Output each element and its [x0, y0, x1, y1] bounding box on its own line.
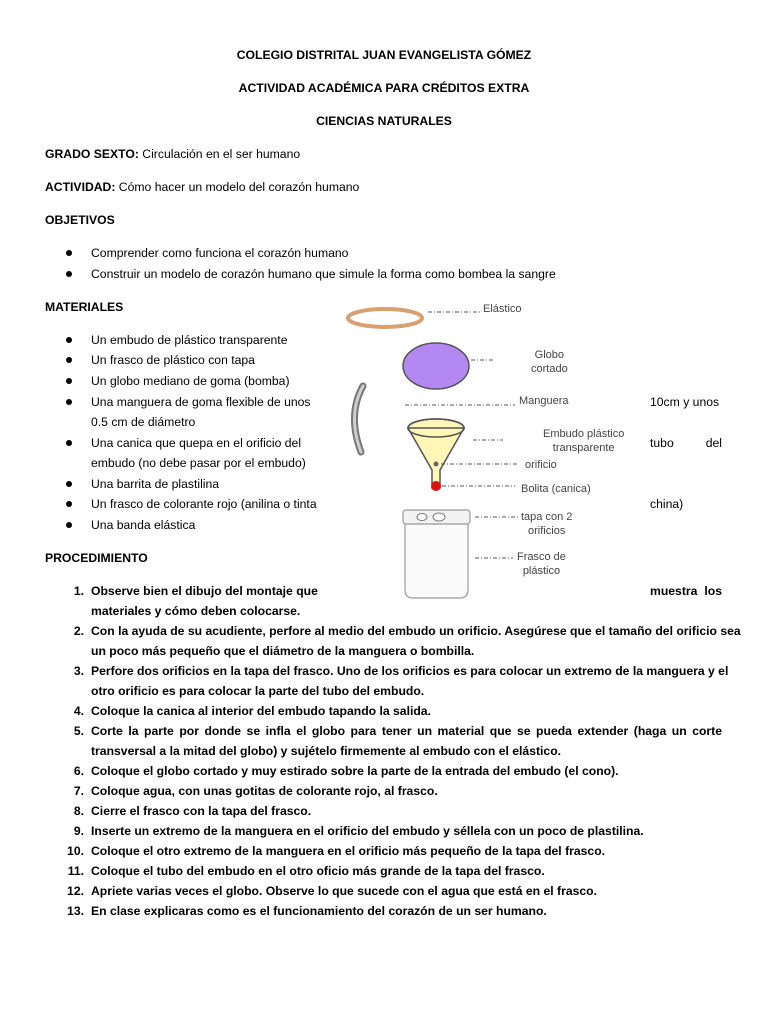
material-hose-part3: 0.5 cm de diámetro [91, 415, 196, 429]
step-number: 10. [67, 844, 84, 858]
label-balloon: Globo cortado [531, 349, 568, 375]
step-text-line: Perfore dos orificios en la tapa del frasco. Uno de los orificios es para colocar un extremo de la manguera y el [91, 664, 729, 678]
school-title: COLEGIO DISTRITAL JUAN EVANGELISTA GÓMEZ [236, 48, 532, 62]
label-ball: Bolita (canica) [521, 483, 591, 495]
material-item: Un frasco de plástico con tapa [91, 353, 255, 367]
material-item: Una barrita de plastilina [91, 477, 220, 491]
step-text-line: otro orificio es para colocar la parte del tubo del embudo. [91, 684, 425, 698]
bullet-icon [66, 522, 72, 528]
label-jar: Frasco de plástico [517, 551, 566, 577]
bullet-icon [66, 399, 72, 405]
step-number: 1. [73, 584, 84, 598]
step-number: 11. [67, 864, 84, 878]
bullet-icon [66, 357, 72, 363]
bullet-icon [66, 250, 72, 256]
materials-heading: MATERIALES [45, 300, 124, 314]
step-text-line: Con la ayuda de su acudiente, perfore al medio del embudo un orificio. Asegúrese que el tamaño del orificio sea [91, 624, 741, 638]
step-number: 8. [73, 804, 84, 818]
step-number: 2. [73, 624, 84, 638]
activity-label: ACTIVIDAD: [45, 180, 116, 194]
material-item: Un globo mediano de goma (bomba) [91, 374, 290, 388]
heart-model-diagram [335, 290, 635, 600]
bullet-icon [66, 271, 72, 277]
grade-line [45, 147, 300, 162]
material-dye-part2: china) [650, 497, 684, 511]
material-hose-part1: Una manguera de goma flexible de unos [91, 395, 311, 409]
objectives-heading: OBJETIVOS [45, 213, 115, 227]
subject-title: CIENCIAS NATURALES [316, 114, 452, 128]
step-text-line: Coloque agua, con unas gotitas de colorante rojo, al frasco. [91, 784, 438, 798]
label-hole: orificio [525, 459, 557, 471]
step-1-part1: Observe bien el dibujo del montaje que [91, 584, 318, 598]
activity-line [45, 180, 359, 195]
step-text-line: Apriete varias veces el globo. Observe lo que sucede con el agua que está en el frasco. [91, 884, 597, 898]
step-text-line: Coloque la canica al interior del embudo tapando la salida. [91, 704, 431, 718]
label-hose: Manguera [519, 395, 569, 407]
grade-value: Circulación en el ser humano [138, 147, 301, 161]
step-number: 4. [73, 704, 84, 718]
step-text-line: Corte la parte por donde se infla el globo para tener un material que se pueda extender (haga un corte [91, 724, 722, 738]
label-funnel: Embudo plástico transparente [543, 428, 625, 454]
step-number: 6. [73, 764, 84, 778]
step-number: 12. [67, 884, 84, 898]
material-marble-part2: tubo del [650, 436, 722, 450]
material-marble-part3: embudo (no debe pasar por el embudo) [91, 456, 306, 470]
bullet-icon [66, 481, 72, 487]
step-1-part3: materiales y cómo deben colocarse. [91, 604, 301, 618]
material-item: Un embudo de plástico transparente [91, 333, 288, 347]
jar-shape [405, 522, 468, 598]
step-text-line: Inserte un extremo de la manguera en el orificio del embudo y séllela con un poco de plastilina. [91, 824, 644, 838]
grade-label: GRADO SEXTO: [45, 147, 139, 161]
bullet-icon [66, 440, 72, 446]
procedure-heading: PROCEDIMIENTO [45, 551, 148, 565]
step-text-line: un poco más pequeño que el diámetro de la manguera o bombilla. [91, 644, 475, 658]
material-marble-part1: Una canica que quepa en el orificio del [91, 436, 302, 450]
label-lid: tapa con 2 orificios [521, 511, 573, 537]
bullet-icon [66, 501, 72, 507]
objective-item: Construir un modelo de corazón humano que simule la forma como bombea la sangre [91, 267, 556, 281]
step-1-part2: muestra los [650, 584, 722, 598]
step-number: 3. [73, 664, 84, 678]
step-text-line: Coloque el globo cortado y muy estirado sobre la parte de la entrada del embudo (el cono). [91, 764, 619, 778]
bullet-icon [66, 378, 72, 384]
activity-type-title: ACTIVIDAD ACADÉMICA PARA CRÉDITOS EXTRA [238, 81, 530, 95]
step-text-line: transversal a la mitad del globo) y sujételo firmemente al embudo con el elástico. [91, 744, 562, 758]
step-number: 7. [73, 784, 84, 798]
step-text-line: Coloque el otro extremo de la manguera en el orificio más pequeño de la tapa del frasco. [91, 844, 606, 858]
elastic-band-shape [348, 309, 422, 327]
activity-value: Cómo hacer un modelo del corazón humano [115, 180, 360, 194]
objective-item: Comprender como funciona el corazón humano [91, 246, 349, 260]
step-number: 5. [73, 724, 84, 738]
material-dye-part1: Un frasco de colorante rojo (anilina o tinta [91, 497, 317, 511]
step-text-line: Coloque el tubo del embudo en el otro oficio más grande de la tapa del frasco. [91, 864, 545, 878]
step-number: 9. [73, 824, 84, 838]
step-text-line: Cierre el frasco con la tapa del frasco. [91, 804, 312, 818]
label-elastic: Elástico [483, 303, 522, 315]
balloon-shape [403, 343, 469, 389]
material-item: Una banda elástica [91, 518, 196, 532]
marble-shape [431, 481, 441, 491]
step-number: 13. [67, 904, 84, 918]
bullet-icon [66, 337, 72, 343]
material-hose-part2: 10cm y unos [650, 395, 720, 409]
step-text-line: En clase explicaras como es el funcionamiento del corazón de un ser humano. [91, 904, 547, 918]
